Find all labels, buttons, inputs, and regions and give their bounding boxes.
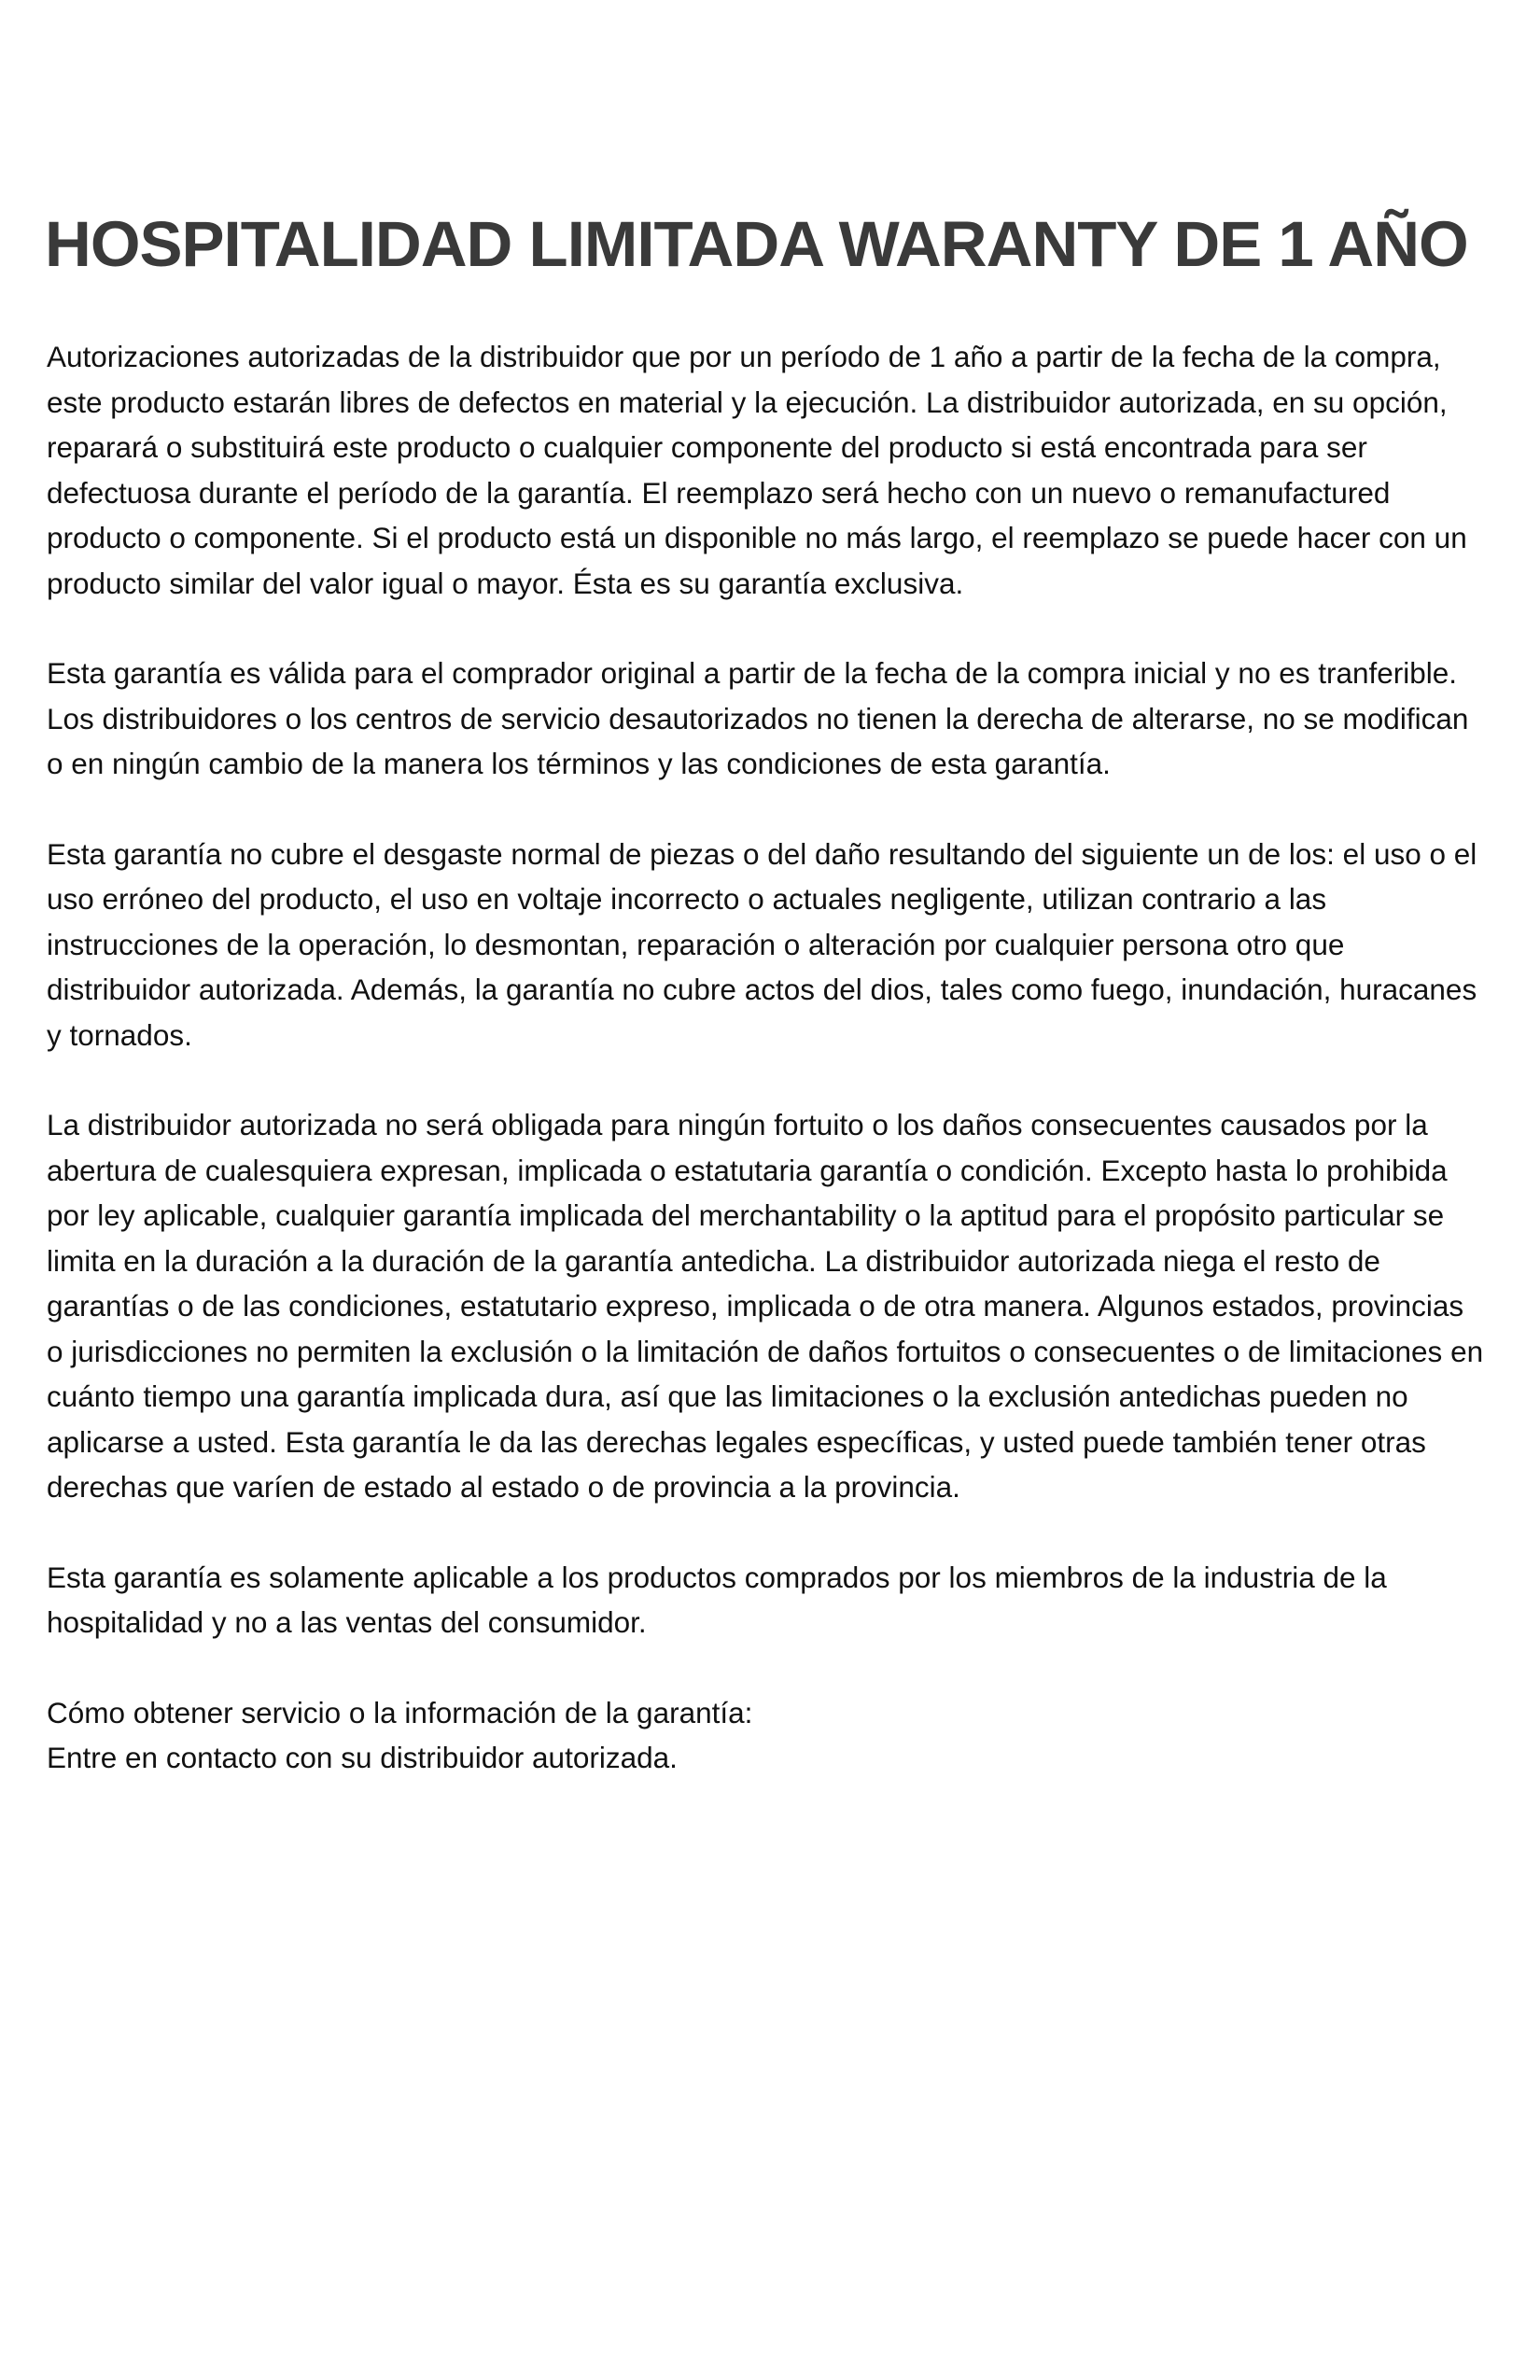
warranty-body [47,334,1484,1781]
paragraph-exclusions: Esta garantía no cubre el desgaste normal de piezas o del daño resultando del siguiente un de los: el uso o el uso erróneo del producto, el uso en voltaje incorrecto o actuales negligente, utilizan contrario a las instrucciones de la operación, lo desmontan, reparación o alteración por cualquier persona otro que distribuidor autorizada. Además, la garantía no cubre actos del dios, tales como fuego, inundación, huracanes y tornados. [47,836,1477,1052]
paragraph-coverage: Autorizaciones autorizadas de la distribuidor que por un período de 1 año a partir de la fecha de la compra, este producto estarán libres de defectos en material y la ejecución. La distribuidor autorizada, en su opción, reparará o substituirá este producto o cualquier componente del producto si está encontrada para ser defectuosa durante el período de la garantía. El reemplazo será hecho con un nuevo o remanufactured producto o componente. Si el producto está un disponible no más largo, el reemplazo se puede hacer con un producto similar del valor igual o mayor. Ésta es su garantía exclusiva. [47,340,1467,600]
paragraph-applicability: Esta garantía es solamente aplicable a los productos comprados por los miembros de la industria de la hospitalidad y no a las ventas del consumidor. [47,1560,1387,1639]
paragraph-validity: Esta garantía es válida para el comprador original a partir de la fecha de la compra inicial y no es tranferible. Los distribuidores o los centros de servicio desautorizados no tienen la derecha de alterarse, no se modifican o en ningún cambio de la manera los términos y las condiciones de esta garantía. [47,656,1469,780]
paragraph-limitations: La distribuidor autorizada no será obligada para ningún fortuito o los daños consecuentes causados por la abertura de cualesquiera expresan, implicada o estatutaria garantía o condición. Excepto hasta lo prohibida por ley aplicable, cualquier garantía implicada del merchantability o la aptitud para el propósito particular se limita en la duración a la duración de la garantía antedicha. La distribuidor autorizada niega el resto de garantías o de las condiciones, estatutario expreso, implicada o de otra manera. Algunos estados, provincias o jurisdicciones no permiten la exclusión o la limitación de daños fortuitos o consecuentes o de limitaciones en cuánto tiempo una garantía implicada dura, así que las limitaciones o la exclusión antedichas pueden no aplicarse a usted. Esta garantía le da las derechas legales específicas, y usted puede también tener otras derechas que varíen de estado al estado o de provincia a la provincia. [47,1108,1484,1504]
service-text: Entre en contacto con su distribuidor autorizada. [47,1741,678,1774]
service-heading: Cómo obtener servicio o la información de la garantía: [47,1695,753,1729]
page-title: HOSPITALIDAD LIMITADA WARANTY DE 1 AÑO [45,208,1468,280]
